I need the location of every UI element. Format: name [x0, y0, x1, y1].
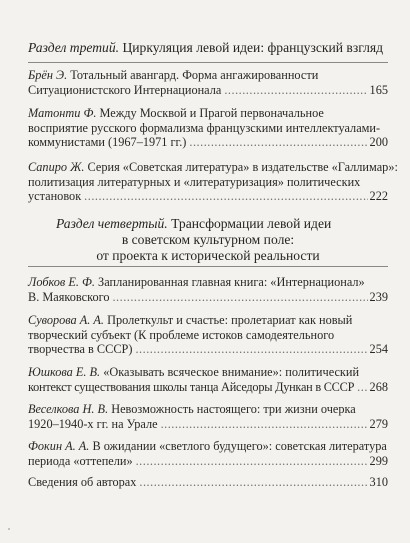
toc-entry-page: 310 — [369, 475, 388, 489]
toc-entry-yushkova[interactable] — [28, 365, 388, 394]
toc-entry-title: Между Москвой и Прагой первоначальное — [99, 106, 324, 120]
toc-entry-veselkova[interactable] — [28, 402, 388, 431]
section-4-rule — [28, 266, 388, 267]
leader-dots — [161, 417, 368, 432]
section-3-label: Раздел третий. — [28, 40, 120, 55]
toc-entry-page: 268 — [369, 379, 388, 394]
leader-dots — [112, 290, 367, 305]
toc-entry-mid-line: творческий субъект (К проблеме истоков самодеятельного — [28, 327, 335, 342]
toc-entry-first-line — [28, 439, 388, 454]
toc-entry-fokin[interactable] — [28, 439, 388, 468]
toc-entry-author: Юшкова Е. В. — [28, 365, 101, 379]
section-4-title-line-3: от проекта к исторической реальности — [96, 248, 320, 263]
leader-dots — [84, 189, 367, 204]
section-4-label: Раздел четвертый. — [56, 216, 168, 231]
toc-entry-page: 165 — [369, 82, 388, 97]
leader-dots — [357, 380, 367, 395]
toc-entry-author: Матонти Ф. — [28, 106, 97, 120]
section-3-title: Циркуляция левой идеи: французский взгляд — [122, 40, 384, 55]
toc-entry-author: Лобков Е. Ф. — [28, 275, 95, 289]
toc-entry-page: 254 — [369, 342, 388, 357]
leader-dots — [139, 475, 367, 490]
toc-entry-last-line — [28, 290, 388, 305]
leader-dots — [136, 454, 368, 469]
toc-entry-first-line — [28, 68, 388, 83]
toc-entry-author: Фокин А. А. — [28, 439, 90, 453]
toc-entry-first-line — [28, 402, 388, 417]
toc-entry-last-line — [28, 83, 388, 98]
toc-entry-author: Веселкова Н. В. — [28, 402, 109, 416]
toc-entry-first-line — [28, 365, 388, 380]
toc-entry-lobkov[interactable] — [28, 275, 388, 304]
toc-entry-title-end: В. Маяковского — [28, 289, 110, 304]
section-4-title-line-1: Трансформации левой идеи — [171, 216, 332, 231]
leader-dots — [189, 135, 367, 150]
toc-entry-mid-line: восприятие русского формализма французскими интеллектуалами- — [28, 120, 381, 135]
toc-entry-mid-line: политизация литературных и «литературизация» политических — [28, 174, 361, 189]
toc-entry-first-line — [28, 160, 398, 175]
toc-entry-suvorova[interactable] — [28, 313, 388, 357]
toc-entry-author: Брён Э. — [28, 68, 68, 82]
toc-entry-author: Сапиро Ж. — [28, 160, 85, 174]
toc-entry-last-line — [28, 189, 388, 204]
toc-entry-last-line — [28, 475, 388, 490]
toc-entry-sapiro[interactable] — [28, 160, 398, 204]
toc-entry-page: 279 — [369, 416, 388, 431]
toc-entry-title-end: периода «оттепели» — [28, 453, 133, 468]
toc-entry-title-end: коммунистами (1967–1971 гг.) — [28, 135, 187, 150]
section-4-title-line-2: в советском культурном поле: — [121, 232, 295, 247]
toc-entry-title: Пролеткульт и счастье: пролетариат как новый — [107, 313, 353, 327]
toc-entry-title: В ожидании «светлого будущего»: советская литература — [92, 439, 387, 453]
toc-entry-first-line — [28, 275, 388, 290]
toc-entry-title: Сведения об авторах — [28, 475, 137, 489]
toc-entry-page: 222 — [369, 189, 388, 204]
paper-speck — [8, 528, 10, 530]
toc-entry-title-end: контекст существования школы танца Айседоры Дункан в СССР — [28, 379, 355, 394]
leader-dots — [135, 342, 367, 357]
toc-entry-title: Серия «Советская литература» в издательстве «Галлимар»: — [87, 160, 398, 174]
toc-entry-bren[interactable] — [28, 68, 388, 97]
toc-entry-last-line — [28, 135, 388, 150]
toc-entry-title: Запланированная главная книга: «Интернационал» — [98, 275, 365, 289]
toc-entry-first-line — [28, 313, 388, 328]
section-3-heading — [28, 40, 388, 56]
toc-entry-page: 239 — [369, 289, 388, 304]
section-4-heading — [28, 216, 388, 264]
toc-entry-title: Невозможность настоящего: три жизни очерка — [111, 402, 356, 416]
toc-entry-page: 200 — [369, 135, 388, 150]
toc-entry-title-end: творчества в СССР) — [28, 342, 133, 357]
toc-entry-authors-info[interactable] — [28, 475, 388, 490]
toc-entry-title-end: 1920–1940-х гг. на Урале — [28, 416, 158, 431]
toc-entry-last-line — [28, 380, 388, 395]
toc-entry-title-end: Ситуационистского Интернационала — [28, 82, 222, 97]
toc-entry-page: 299 — [369, 453, 388, 468]
toc-entry-matonti[interactable] — [28, 106, 388, 150]
section-3-rule — [28, 62, 388, 63]
toc-entry-last-line — [28, 454, 388, 469]
toc-entry-title: Тотальный авангард. Форма ангажированности — [70, 68, 319, 82]
toc-entry-title-end: установок — [28, 189, 82, 204]
toc-entry-title: «Оказывать всяческое внимание»: политический — [103, 365, 360, 379]
toc-entry-first-line — [28, 106, 388, 121]
toc-entry-author: Суворова А. А. — [28, 313, 105, 327]
leader-dots — [224, 83, 367, 98]
toc-entry-last-line — [28, 417, 388, 432]
toc-entry-last-line — [28, 342, 388, 357]
